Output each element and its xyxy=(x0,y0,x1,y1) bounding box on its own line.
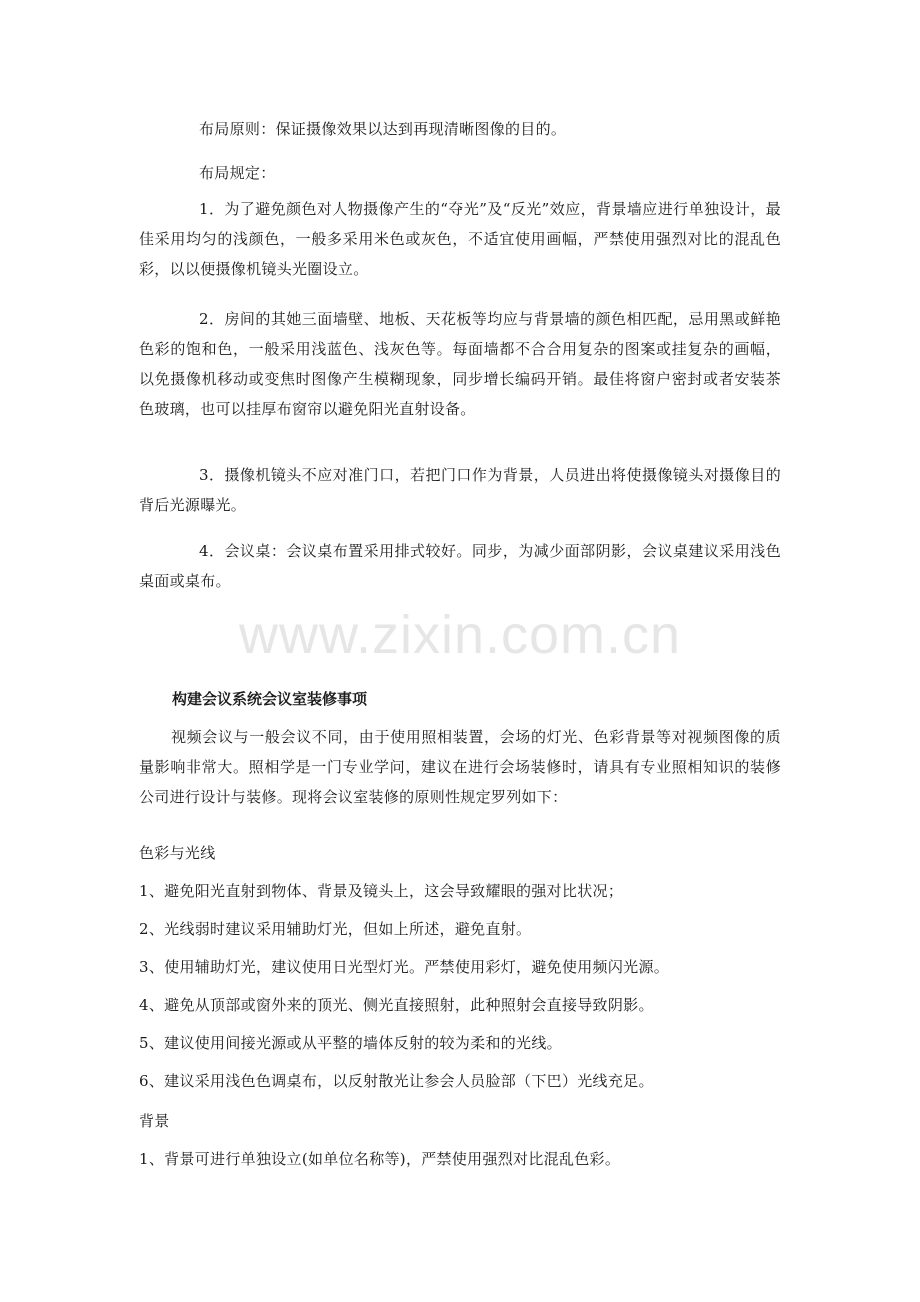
lighting-item: 3、使用辅助灯光，建议使用日光型灯光。严禁使用彩灯，避免使用频闪光源。 xyxy=(139,958,670,976)
layout-rule-2: 2．房间的其她三面墙壁、地板、天花板等均应与背景墙的颜色相匹配，忌用黑或鲜艳色彩的饱和色，一般采用浅蓝色、浅灰色等。每面墙都不合合用复杂的图案或挂复杂的画幅，以免摄像机移动或变焦时图像产生模糊现象，同步增长编码开销。最佳将窗户密封或者安装茶色玻璃，也可以挂厚布窗帘以避免阳光直射设备。 xyxy=(139,310,781,418)
intro-paragraph: 视频会议与一般会议不同，由于使用照相装置，会场的灯光、色彩背景等对视频图像的质量影响非常大。照相学是一门专业学问，建议在进行会场装修时，请具有专业照相知识的装修公司进行设计与装修。现将会议室装修的原则性规定罗列如下： xyxy=(139,728,781,806)
background-item: 1、背景可进行单独设立(如单位名称等)，严禁使用强烈对比混乱色彩。 xyxy=(139,1150,621,1168)
layout-rules-title: 布局规定： xyxy=(199,164,276,182)
lighting-item: 5、建议使用间接光源或从平整的墙体反射的较为柔和的光线。 xyxy=(139,1034,562,1052)
layout-rule-4: 4．会议桌：会议桌布置采用排式较好。同步，为减少面部阴影，会议桌建议采用浅色桌面或桌布。 xyxy=(139,542,781,590)
section-heading: 构建会议系统会议室装修事项 xyxy=(172,690,368,708)
lighting-item: 6、建议采用浅色色调桌布，以反射散光让参会人员脸部（下巴）光线充足。 xyxy=(139,1072,654,1090)
layout-principle: 布局原则：保证摄像效果以达到再现清晰图像的目的。 xyxy=(199,120,567,138)
lighting-item: 1、避免阳光直射到物体、背景及镜头上，这会导致耀眼的强对比状况； xyxy=(139,882,624,900)
lighting-title: 色彩与光线 xyxy=(139,844,216,862)
lighting-item: 2、光线弱时建议采用辅助灯光，但如上所述，避免直射。 xyxy=(139,920,532,938)
lighting-item: 4、避免从顶部或窗外来的顶光、侧光直接照射，此种照射会直接导致阴影。 xyxy=(139,996,654,1014)
layout-rule-3: 3．摄像机镜头不应对准门口，若把门口作为背景，人员进出将使摄像镜头对摄像目的背后光源曝光。 xyxy=(139,466,781,514)
watermark: www.zixin.com.cn xyxy=(238,605,682,665)
background-title: 背景 xyxy=(139,1112,170,1130)
layout-rule-1: 1．为了避免颜色对人物摄像产生的“夺光”及“反光”效应，背景墙应进行单独设计，最佳采用均匀的浅颜色，一般多采用米色或灰色，不适宜使用画幅，严禁使用强烈对比的混乱色彩，以以便摄像机镜头光圈设立。 xyxy=(139,200,781,278)
